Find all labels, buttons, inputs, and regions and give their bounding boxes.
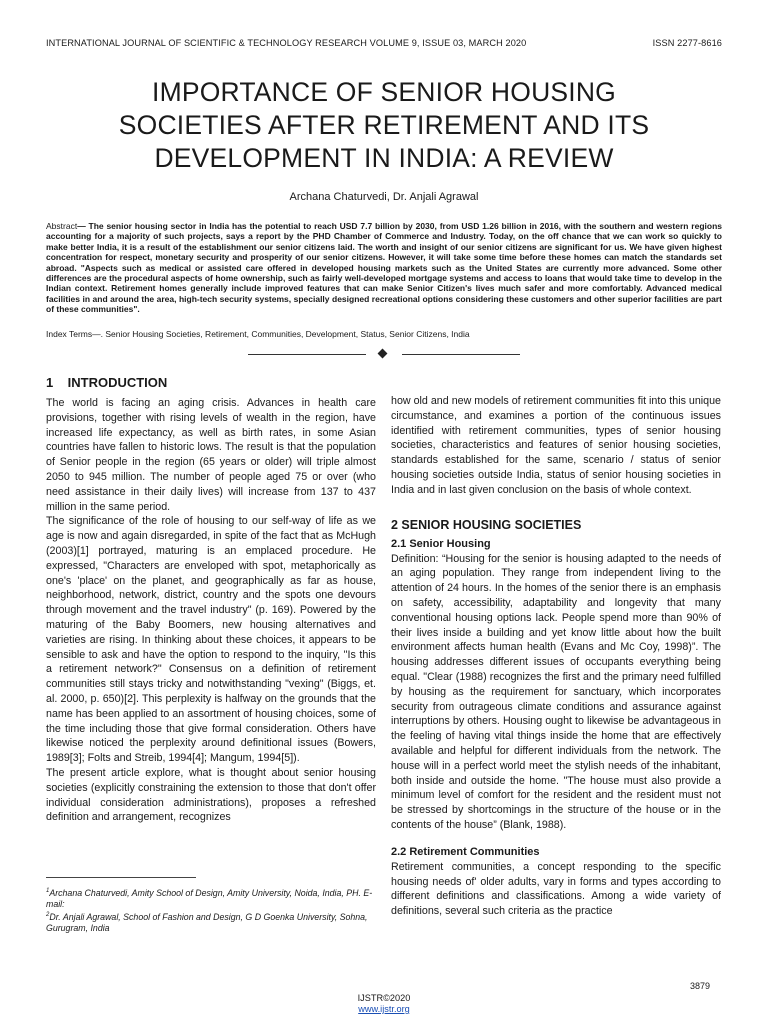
running-head [46, 38, 722, 48]
title-line-1: IMPORTANCE OF SENIOR HOUSING [152, 77, 616, 107]
intro-paragraph-1: The world is facing an aging crisis. Advances in health care provisions, together with rising levels of wealth in the region, have increased life expectancy, as well as birth rates, in some Asian countries have fallen to historic lows. The result is that the population of Senior people in the region (65 years or older) will triple almost 2050 to 945 million. The number of people aged 75 or over (who need assistance in their daily lives) will increase from 137 to 437 million in the same period. [46, 397, 376, 513]
section-1-title: INTRODUCTION [67, 375, 168, 390]
footer-url-link[interactable]: www.ijstr.org [358, 1004, 410, 1014]
section-1-heading [46, 375, 167, 391]
issn-header: ISSN 2277-8616 [652, 38, 722, 48]
abstract [46, 221, 722, 315]
right-column [391, 394, 721, 919]
intro-paragraph-3-continued: how old and new models of retirement communities fit into this unique circumstance, and examines a portion of the continuous issues identified with retirement communities, types of senior housing societies, characteristics and features of senior housing societies, standards established for the same, scenario / status of senior housing societies outside India, status of senior housing societies in India and in last given conclusion on the basis of whole context. [391, 395, 721, 496]
author-list: Archana Chaturvedi, Dr. Anjali Agrawal [289, 191, 479, 203]
section-divider [248, 348, 520, 360]
subsection-2-1-heading: 2.1 Senior Housing [391, 537, 491, 550]
intro-paragraph-3: The present article explore, what is thought about senior housing societies (explicitly constraining the extension to those that don't offer individual consideration administrations), proposes a refreshed definition and arrangement, recognizes [46, 766, 376, 824]
footnote-1-text: Archana Chaturvedi, Amity School of Design, Amity University, Noida, India, PH. E-mail: [46, 887, 373, 910]
section-2-heading: 2 SENIOR HOUSING SOCIETIES [391, 517, 582, 532]
footnote-2 [46, 910, 376, 934]
paper-title [46, 76, 722, 175]
footnotes [46, 886, 376, 935]
diamond-icon [378, 349, 388, 359]
footnote-1 [46, 886, 376, 910]
page-number: 3879 [690, 981, 711, 991]
title-line-2: SOCIETIES AFTER RETIREMENT AND ITS [118, 110, 650, 140]
footer-publisher: IJSTR©2020 [357, 993, 411, 1003]
subsection-2-2-text: Retirement communities, a concept responding to the specific housing needs of' older adults, vary in forms and types according to different definitions and classifications. Among a wide variety of definitions, several such criteria as the practice [391, 860, 721, 918]
abstract-label: Abstract [46, 221, 78, 231]
index-terms: Index Terms—. Senior Housing Societies, Retirement, Communities, Development, Status, Senior Citizens, India [46, 329, 470, 339]
title-line-3: DEVELOPMENT IN INDIA: A REVIEW [154, 143, 614, 173]
footnote-rule [46, 877, 196, 878]
section-1-number: 1 [46, 375, 54, 390]
footnote-2-text: Dr. Anjali Agrawal, School of Fashion and Design, G D Goenka University, Sohna, Gurugram, India [46, 912, 368, 934]
footnote-1-mark: 1 [46, 888, 50, 894]
journal-header: INTERNATIONAL JOURNAL OF SCIENTIFIC & TECHNOLOGY RESEARCH VOLUME 9, ISSUE 03, MARCH 2020 [46, 38, 527, 48]
page-footer [0, 993, 768, 1015]
divider-line-right [402, 354, 520, 355]
intro-paragraph-2: The significance of the role of housing to our self-way of life as we age is now and again disregarded, in spite of the fact that as McHugh (2003)[1] portrayed, maturing is an emplaced procedure. He expressed, "Characters are enveloped with spot, metaphorically as one's 'place' on the planet, and geographically as far as house, neighborhood, network, district, country and the spots one devours through movement and the travel industry" (p. 169). Powered by the maturing of the Baby Boomers, new housing alternatives and varieties are rising. In thinking about these choices, it appears to be sensible to ask and have the option to respond to the inquiry, "Is this a retirement network?" Consensus on a definition of retirement communities still stays tricky and notwithstanding "vexing" (Biggs, et. al. 2000, p. 650)[2]. This perplexity is halfway on the grounds that the name has been applied to an assortment of housing choices, some of the time including those that give formal consideration. Others have likewise noticed the perplexity around definitional issues (Bowers, 1989[3]; Folts and Streib, 1994[4]; Mangum, 1994[5]). [46, 515, 376, 765]
divider-line-left [248, 354, 366, 355]
subsection-2-2-heading: 2.2 Retirement Communities [391, 845, 540, 858]
footnote-2-mark: 2 [46, 912, 50, 919]
abstract-text: — The senior housing sector in India has the potential to reach USD 7.7 billion by 2030, from USD 1.26 billion in 2016, with the southern and western regions accounting for a majority of such projects, says a report by the PHD Chamber of Commerce and Industry. Today, on the off chance that we can work so quickly to make better India, it is a result of the establishment our senior citizens laid. The worth and insight of our senior citizens are significant for us. We have given highest concentration for respect, monetary security and prosperity of our senior citizens. However, it will take some time before these homes can match the standards set abroad. "Aspects such as medical or assisted care offered in developed housing markets such as the United States are currently more advanced. Some other differences are the procedural aspects of home ownership, such as fairly well-developed mortgage systems and access to loans that would take time to develop in the Indian context. Retirement homes generally include improved features that can make Senior Citizen's lives much safer and more comfortably. Advanced medical facilities in and around the area, high-tech security systems, specially designed recreational options considering these customers and other superior facilities are part of these communities". [46, 221, 722, 315]
subsection-2-1-text: Definition: “Housing for the senior is housing adapted to the needs of an aging population. They range from independent living to the attention of 24 hours. In the homes of the senior there is an emphasis on safety, accessibility, adaptability and longevity that many conventional housing options lack. People spend more than 90% of their lives inside a building and yet know little about how the built environment affects human health (Evans and Mc Coy, 1998)”. The housing addresses different issues of occupants everything being equal. "Clear (1988) recognizes the first and the primary need fulfilled by housing as the requirement for sanctuary, which incorporates security from outrageous climate conditions and assurance against interruptions by others. Housing ought to likewise be advantageous in the feeling of having vital things inside the home that are effectively available and helpful for different individuals from the network. The house will in a perfect world meet the stylish needs of the inhabitant, both inside and outside the home. "The house must also provide a minimum level of comfort for the resident and the resident must not be stressed by shortcomings in the structure of the house or in the contents of the house” (Blank, 1988). [391, 552, 721, 831]
left-column [46, 396, 376, 825]
